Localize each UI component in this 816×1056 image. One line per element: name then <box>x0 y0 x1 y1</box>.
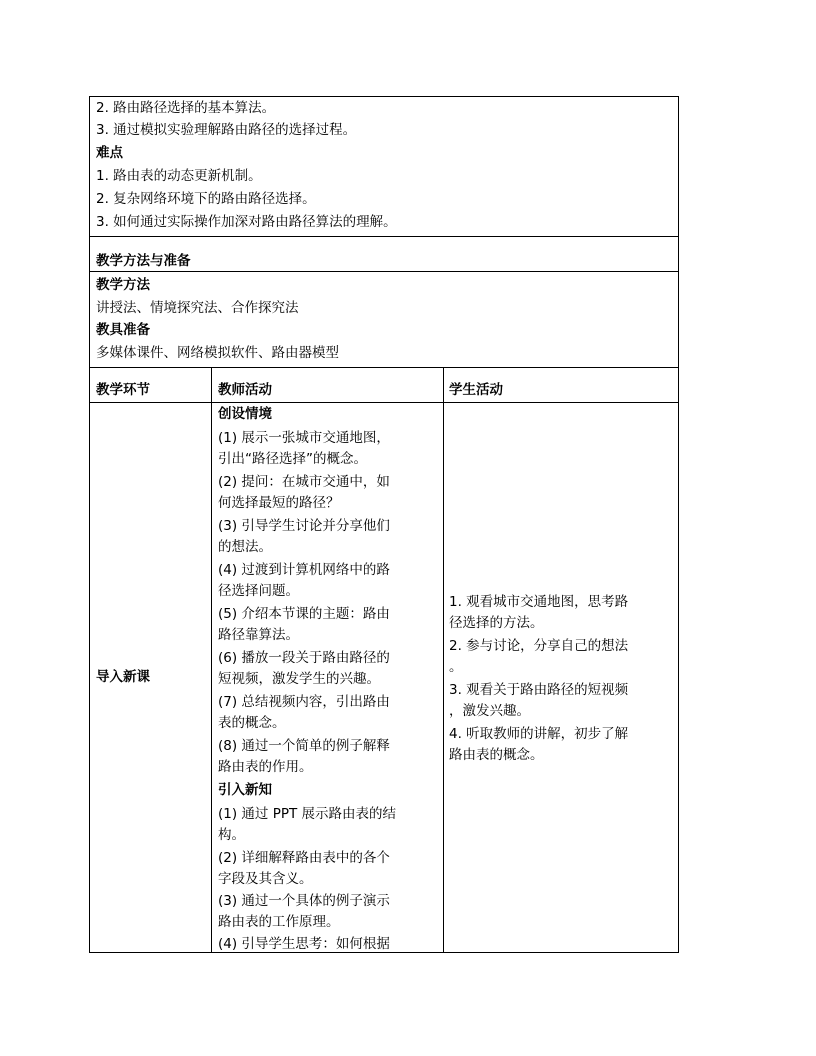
difficulty-heading: 难点 <box>96 145 123 161</box>
teacher-line: (7) 总结视频内容，引出路由 <box>218 694 390 710</box>
student-line: 1. 观看城市交通地图，思考路 <box>449 594 629 610</box>
header-teacher-activity: 教师活动 <box>218 382 272 398</box>
teacher-line: 表的概念。 <box>218 715 286 731</box>
teacher-line: 径选择问题。 <box>218 583 299 599</box>
methods-section-title: 教学方法与准备 <box>96 253 191 269</box>
teacher-line: (3) 引导学生讨论并分享他们 <box>218 518 390 534</box>
method-heading: 教学方法 <box>96 277 150 293</box>
difficulty-item: 1. 路由表的动态更新机制。 <box>96 168 262 184</box>
header-student-activity: 学生活动 <box>449 382 503 398</box>
rule-after-methods <box>90 367 678 368</box>
column-divider-1 <box>211 367 212 952</box>
teacher-sub-heading: 引入新知 <box>218 782 272 798</box>
key-point-line: 3. 通过模拟实验理解路由路径的选择过程。 <box>96 122 357 138</box>
teacher-line: 构。 <box>218 827 245 843</box>
teacher-line: 字段及其含义。 <box>218 871 313 887</box>
tools-text: 多媒体课件、网络模拟软件、路由器模型 <box>96 345 339 361</box>
teacher-line: (8) 通过一个简单的例子解释 <box>218 738 390 754</box>
teacher-line: 路由表的作用。 <box>218 759 313 775</box>
teacher-line: 何选择最短的路径？ <box>218 495 340 511</box>
method-text: 讲授法、情境探究法、合作探究法 <box>96 300 299 316</box>
student-line: 4. 听取教师的讲解，初步了解 <box>449 726 629 742</box>
teacher-line: 路径靠算法。 <box>218 627 299 643</box>
teacher-line: (4) 引导学生思考：如何根据 <box>218 936 390 952</box>
student-line: ，激发兴趣。 <box>449 703 530 719</box>
difficulty-item: 2. 复杂网络环境下的路由路径选择。 <box>96 191 316 207</box>
teacher-line: (1) 展示一张城市交通地图， <box>218 430 390 446</box>
rule-after-difficulties <box>90 236 678 237</box>
teacher-sub-heading: 创设情境 <box>218 406 272 422</box>
difficulty-item: 3. 如何通过实际操作加深对路由路径算法的理解。 <box>96 214 397 230</box>
student-line: 3. 观看关于路由路径的短视频 <box>449 682 629 698</box>
teacher-line: (2) 提问：在城市交通中，如 <box>218 474 390 490</box>
column-divider-2 <box>443 367 444 952</box>
key-point-line: 2. 路由路径选择的基本算法。 <box>96 100 276 116</box>
student-line: 2. 参与讨论，分享自己的想法 <box>449 638 629 654</box>
teacher-line: 引出“路径选择”的概念。 <box>218 451 367 467</box>
teacher-line: (1) 通过 PPT 展示路由表的结 <box>218 806 397 822</box>
rule-after-headers <box>90 402 678 403</box>
student-line: 径选择的方法。 <box>449 615 544 631</box>
teacher-line: 的想法。 <box>218 539 272 555</box>
teacher-line: 路由表的工作原理。 <box>218 914 340 930</box>
tools-heading: 教具准备 <box>96 322 150 338</box>
teacher-line: (5) 介绍本节课的主题：路由 <box>218 606 390 622</box>
student-line: 路由表的概念。 <box>449 747 544 763</box>
rule-after-methods-title <box>90 271 678 272</box>
stage-label: 导入新课 <box>96 669 150 685</box>
teacher-line: (4) 过渡到计算机网络中的路 <box>218 562 390 578</box>
teacher-line: (6) 播放一段关于路由路径的 <box>218 650 390 666</box>
teacher-line: 短视频，激发学生的兴趣。 <box>218 671 380 687</box>
student-line: 。 <box>449 659 463 675</box>
teacher-line: (2) 详细解释路由表中的各个 <box>218 850 390 866</box>
teacher-line: (3) 通过一个具体的例子演示 <box>218 893 390 909</box>
header-stage: 教学环节 <box>96 382 150 398</box>
